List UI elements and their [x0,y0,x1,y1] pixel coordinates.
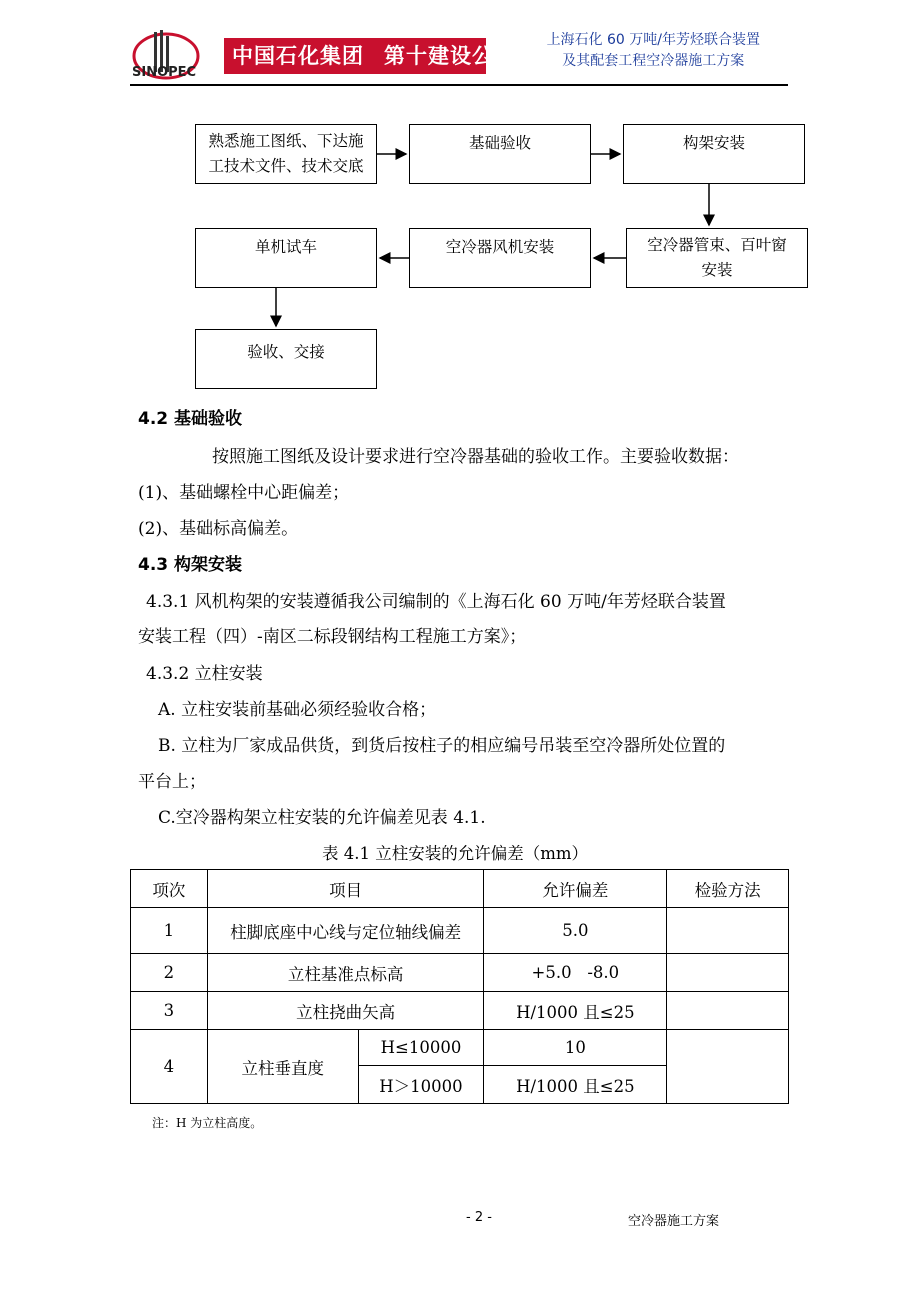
flow-box-frame: 构架安装 [623,124,805,184]
table-caption: 表 4.1 立柱安装的允许偏差（mm） [322,844,589,863]
item-a: A. 立柱安装前基础必须经验收合格； [158,700,437,720]
table-note: 注：H 为立柱高度。 [152,1116,263,1130]
table-row [131,1030,789,1066]
row2-item: 立柱基准点标高 [207,954,484,992]
section-4-2-item1: (1)、基础螺栓中心距偏差； [138,483,350,503]
table-row [131,908,789,954]
project-title-line1: 上海石化 60 万吨/年芳烃联合装置 [546,32,760,48]
logo-company-name: 第十建设公司 [384,44,516,68]
section-4-2-item2: (2)、基础标高偏差。 [138,519,299,539]
row4-sub2: H＞10000 [358,1066,484,1104]
row4-item: 立柱垂直度 [207,1030,358,1104]
page-number: - 2 - [466,1210,492,1225]
section-4-3-1-line1: 4.3.1 风机构架的安装遵循我公司编制的《上海石化 60 万吨/年芳烃联合装置 [146,592,726,612]
section-4-3-1-line2: 安装工程（四）-南区二标段钢结构工程施工方案》； [138,627,527,647]
tolerance-table [130,869,789,1104]
row2-method [667,954,789,992]
section-4-2-heading: 4.2 基础验收 [138,409,243,429]
item-b-line2: 平台上； [138,772,206,792]
row1-item: 柱脚底座中心线与定位轴线偏差 [207,908,484,954]
header-item: 项目 [207,870,484,908]
header-no: 项次 [131,870,208,908]
footer-doc-name: 空冷器施工方案 [628,1214,720,1229]
row4-sub1: H≤10000 [358,1030,484,1066]
table-row [131,954,789,992]
flow-box-foundation: 基础验收 [409,124,591,184]
row4-no: 4 [131,1030,208,1104]
section-4-3-heading: 4.3 构架安装 [138,555,243,575]
logo-group-name: 中国石化集团 [232,44,364,68]
row4-tol2: H/1000 且≤25 [484,1066,667,1104]
item-c: C.空冷器构架立柱安装的允许偏差见表 4.1. [158,808,486,828]
row4-tol1: 10 [484,1030,667,1066]
flow-box-trial-run: 单机试车 [195,228,377,288]
section-4-3-2: 4.3.2 立柱安装 [146,664,263,684]
row3-tolerance: H/1000 且≤25 [484,992,667,1030]
flow-box-fan: 空冷器风机安装 [409,228,591,288]
table-header-row [131,870,789,908]
header-tolerance: 允许偏差 [484,870,667,908]
flow-box-tube-bundle: 空冷器管束、百叶窗安装 [626,228,808,288]
row1-method [667,908,789,954]
project-title-line2: 及其配套工程空冷器施工方案 [562,53,745,69]
table-row [131,992,789,1030]
row2-tolerance: +5.0 -8.0 [484,954,667,992]
row4-method [667,1030,789,1104]
header-method: 检验方法 [667,870,789,908]
row1-tolerance: 5.0 [484,908,667,954]
row3-no: 3 [131,992,208,1030]
item-b-line1: B. 立柱为厂家成品供货，到货后按柱子的相应编号吊装至空冷器所处位置的 [158,736,726,756]
flow-box-handover: 验收、交接 [195,329,377,389]
row3-method [667,992,789,1030]
logo-brand: SINOPEC [132,65,197,80]
row2-no: 2 [131,954,208,992]
flow-box-prepare: 熟悉施工图纸、下达施工技术文件、技术交底 [195,124,377,184]
flow-arrows [0,0,920,420]
row3-item: 立柱挠曲矢高 [207,992,484,1030]
section-4-2-para: 按照施工图纸及设计要求进行空冷器基础的验收工作。主要验收数据： [212,447,739,467]
row1-no: 1 [131,908,208,954]
